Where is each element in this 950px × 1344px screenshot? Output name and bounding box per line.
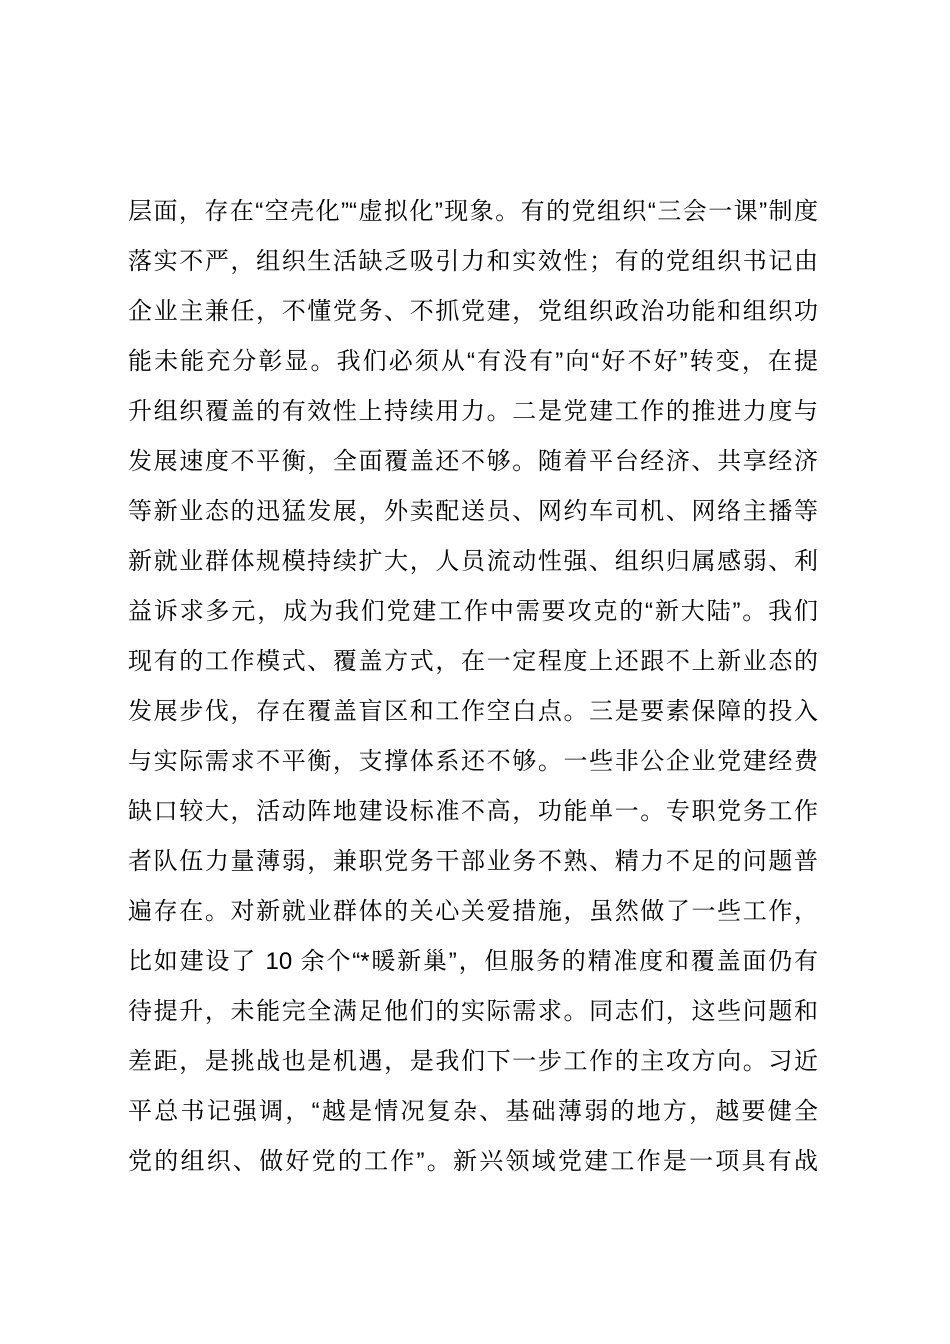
text-line: 益诉求多元，成为我们党建工作中需要攻克的“新大陆”。我们 <box>128 598 818 625</box>
text-line: 党的组织、做好党的工作”。新兴领域党建工作是一项具有战 <box>128 1148 818 1175</box>
text-line: 缺口较大，活动阵地建设标准不高，功能单一。专职党务工作 <box>128 798 818 825</box>
paragraph <box>128 187 818 1187</box>
text-line: 者队伍力量薄弱，兼职党务干部业务不熟、精力不足的问题普 <box>128 848 818 875</box>
text-line: 遍存在。对新就业群体的关心关爱措施，虽然做了一些工作， <box>128 898 818 925</box>
text-line: 现有的工作模式、覆盖方式，在一定程度上还跟不上新业态的 <box>128 648 818 675</box>
text-line: 发展步伐，存在覆盖盲区和工作空白点。三是要素保障的投入 <box>128 698 818 725</box>
text-line: 企业主兼任，不懂党务、不抓党建，党组织政治功能和组织功 <box>128 298 818 325</box>
text-line: 落实不严，组织生活缺乏吸引力和实效性；有的党组织书记由 <box>128 248 818 275</box>
text-line: 比如建设了 10 余个“*暖新巢”，但服务的精准度和覆盖面仍有 <box>128 948 818 975</box>
text-line: 能未能充分彰显。我们必须从“有没有”向“好不好”转变，在提 <box>128 348 818 375</box>
text-line: 发展速度不平衡，全面覆盖还不够。随着平台经济、共享经济 <box>128 448 818 475</box>
text-line: 差距，是挑战也是机遇，是我们下一步工作的主攻方向。习近 <box>128 1048 818 1075</box>
text-line: 与实际需求不平衡，支撑体系还不够。一些非公企业党建经费 <box>128 748 818 775</box>
text-line: 平总书记强调，“越是情况复杂、基础薄弱的地方，越要健全 <box>128 1098 818 1125</box>
text-line: 新就业群体规模持续扩大，人员流动性强、组织归属感弱、利 <box>128 548 818 575</box>
text-line: 待提升，未能完全满足他们的实际需求。同志们，这些问题和 <box>128 998 818 1025</box>
text-line: 升组织覆盖的有效性上持续用力。二是党建工作的推进力度与 <box>128 398 818 425</box>
text-line: 等新业态的迅猛发展，外卖配送员、网约车司机、网络主播等 <box>128 498 818 525</box>
text-line: 层面，存在“空壳化”“虚拟化”现象。有的党组织“三会一课”制度 <box>128 198 818 225</box>
